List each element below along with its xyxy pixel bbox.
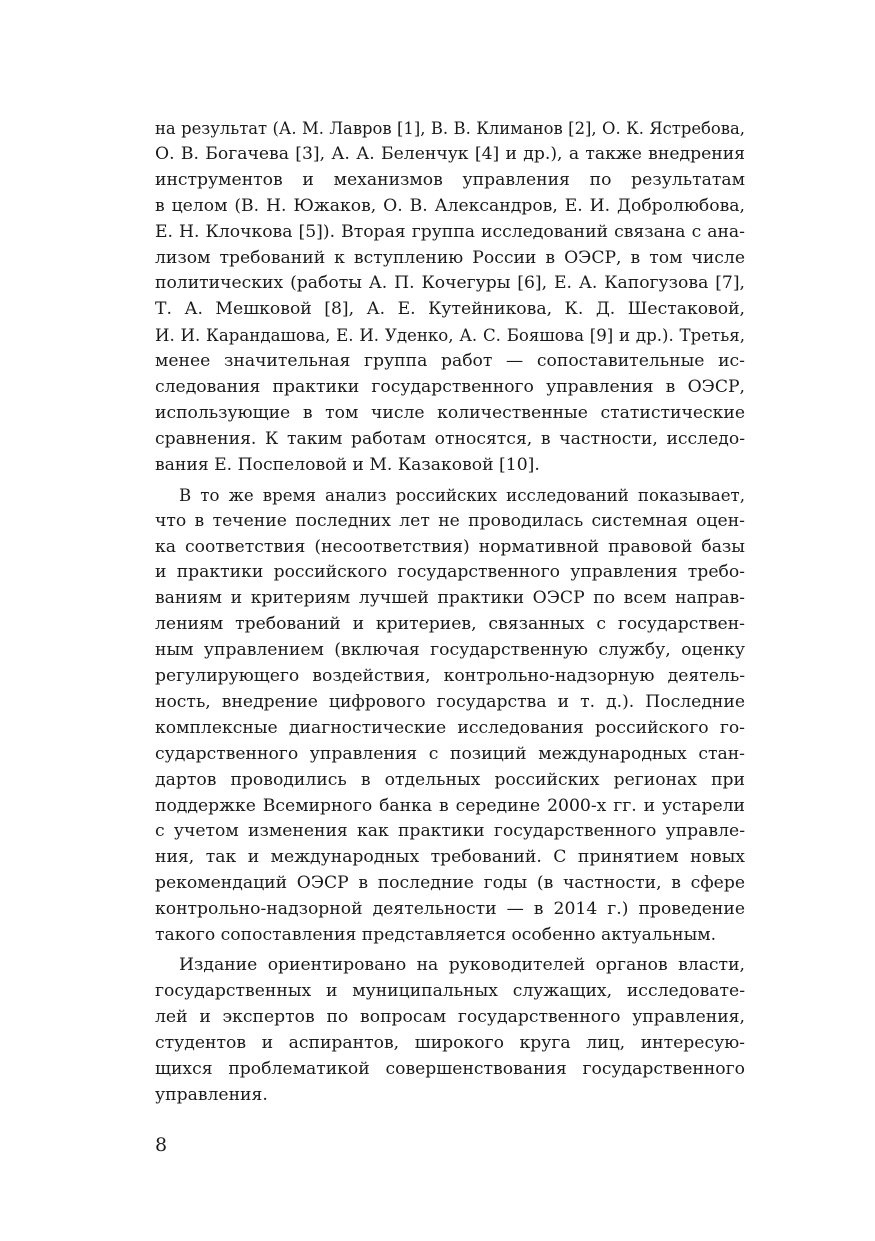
text-line: ния, так и международных требований. С принятием новых bbox=[155, 847, 745, 868]
text-line: управления. bbox=[155, 1084, 268, 1105]
text-line: лизом требований к вступлению России в ОЭСР, в том числе bbox=[155, 247, 745, 268]
text-line: такого сопоставления представляется особенно актуальным. bbox=[155, 925, 717, 946]
text-line: ваниям и критериям лучшей практики ОЭСР по всем направ- bbox=[155, 588, 745, 609]
text-line: на результат (А. М. Лавров [1], В. В. Климанов [2], О. К. Ястребова, bbox=[155, 119, 745, 138]
paragraph-3 bbox=[155, 953, 745, 1108]
text-line: инструментов и механизмов управления по результатам bbox=[155, 169, 745, 190]
text-line: рекомендаций ОЭСР в последние годы (в частности, в сфере bbox=[155, 873, 745, 894]
text-line: Т. А. Мешковой [8], А. Е. Кутейникова, К. Д. Шестаковой, bbox=[155, 299, 745, 320]
text-line: комплексные диагностические исследования российского го- bbox=[155, 717, 745, 738]
text-line: следования практики государственного управления в ОЭСР, bbox=[155, 377, 745, 398]
text-line: поддержке Всемирного банка в середине 2000-х гг. и устарели bbox=[155, 795, 745, 816]
text-line: сударственного управления с позиций международных стан- bbox=[155, 743, 745, 764]
page-number: 8 bbox=[155, 1134, 168, 1156]
text-line: студентов и аспирантов, широкого круга лиц, интересую- bbox=[155, 1032, 745, 1053]
text-line: вания Е. Поспеловой и М. Казаковой [10]. bbox=[155, 454, 540, 475]
text-line: государственных и муниципальных служащих, исследовате- bbox=[155, 980, 745, 1001]
paragraph-1 bbox=[155, 116, 745, 479]
text-line: щихся проблематикой совершенствования государственного bbox=[155, 1058, 745, 1079]
text-line: Издание ориентировано на руководителей органов власти, bbox=[179, 955, 745, 975]
text-line: ка соответствия (несоответствия) нормативной правовой базы bbox=[155, 536, 745, 557]
text-line: политических (работы А. П. Кочегуры [6], Е. А. Капогузова [7], bbox=[155, 273, 745, 294]
text-line: регулирующего воздействия, контрольно-надзорную деятель- bbox=[155, 666, 745, 687]
text-line: лей и экспертов по вопросам государственного управления, bbox=[155, 1006, 745, 1027]
text-line: лениям требований и критериев, связанных с государствен- bbox=[155, 614, 745, 635]
text-line: ным управлением (включая государственную службу, оценку bbox=[155, 640, 745, 661]
text-line: И. И. Карандашова, Е. И. Уденко, А. С. Бояшова [9] и др.). Третья, bbox=[155, 326, 745, 346]
text-line: и практики российского государственного управления требо- bbox=[155, 562, 745, 583]
text-line: использующие в том числе количественные статистические bbox=[155, 402, 745, 423]
text-line: сравнения. К таким работам относятся, в частности, исследо- bbox=[155, 428, 745, 449]
text-line: с учетом изменения как практики государственного управле- bbox=[155, 821, 745, 842]
text-line: менее значительная группа работ — сопоставительные ис- bbox=[155, 351, 745, 372]
text-line: дартов проводились в отдельных российских регионах при bbox=[155, 769, 745, 790]
page-body bbox=[155, 116, 745, 1108]
text-line: контрольно-надзорной деятельности — в 2014 г.) проведение bbox=[155, 899, 745, 920]
paragraph-2 bbox=[155, 483, 745, 949]
text-line: В то же время анализ российских исследований показывает, bbox=[179, 485, 745, 505]
text-line: Е. Н. Клочкова [5]). Вторая группа исследований связана с ана- bbox=[155, 221, 745, 242]
text-line: О. В. Богачева [3], А. А. Беленчук [4] и др.), а также внедрения bbox=[155, 143, 745, 164]
text-line: в целом (В. Н. Южаков, О. В. Александров, Е. И. Добролюбова, bbox=[155, 195, 745, 216]
text-line: ность, внедрение цифрового государства и т. д.). Последние bbox=[155, 691, 745, 712]
text-line: что в течение последних лет не проводилась системная оцен- bbox=[155, 510, 745, 531]
